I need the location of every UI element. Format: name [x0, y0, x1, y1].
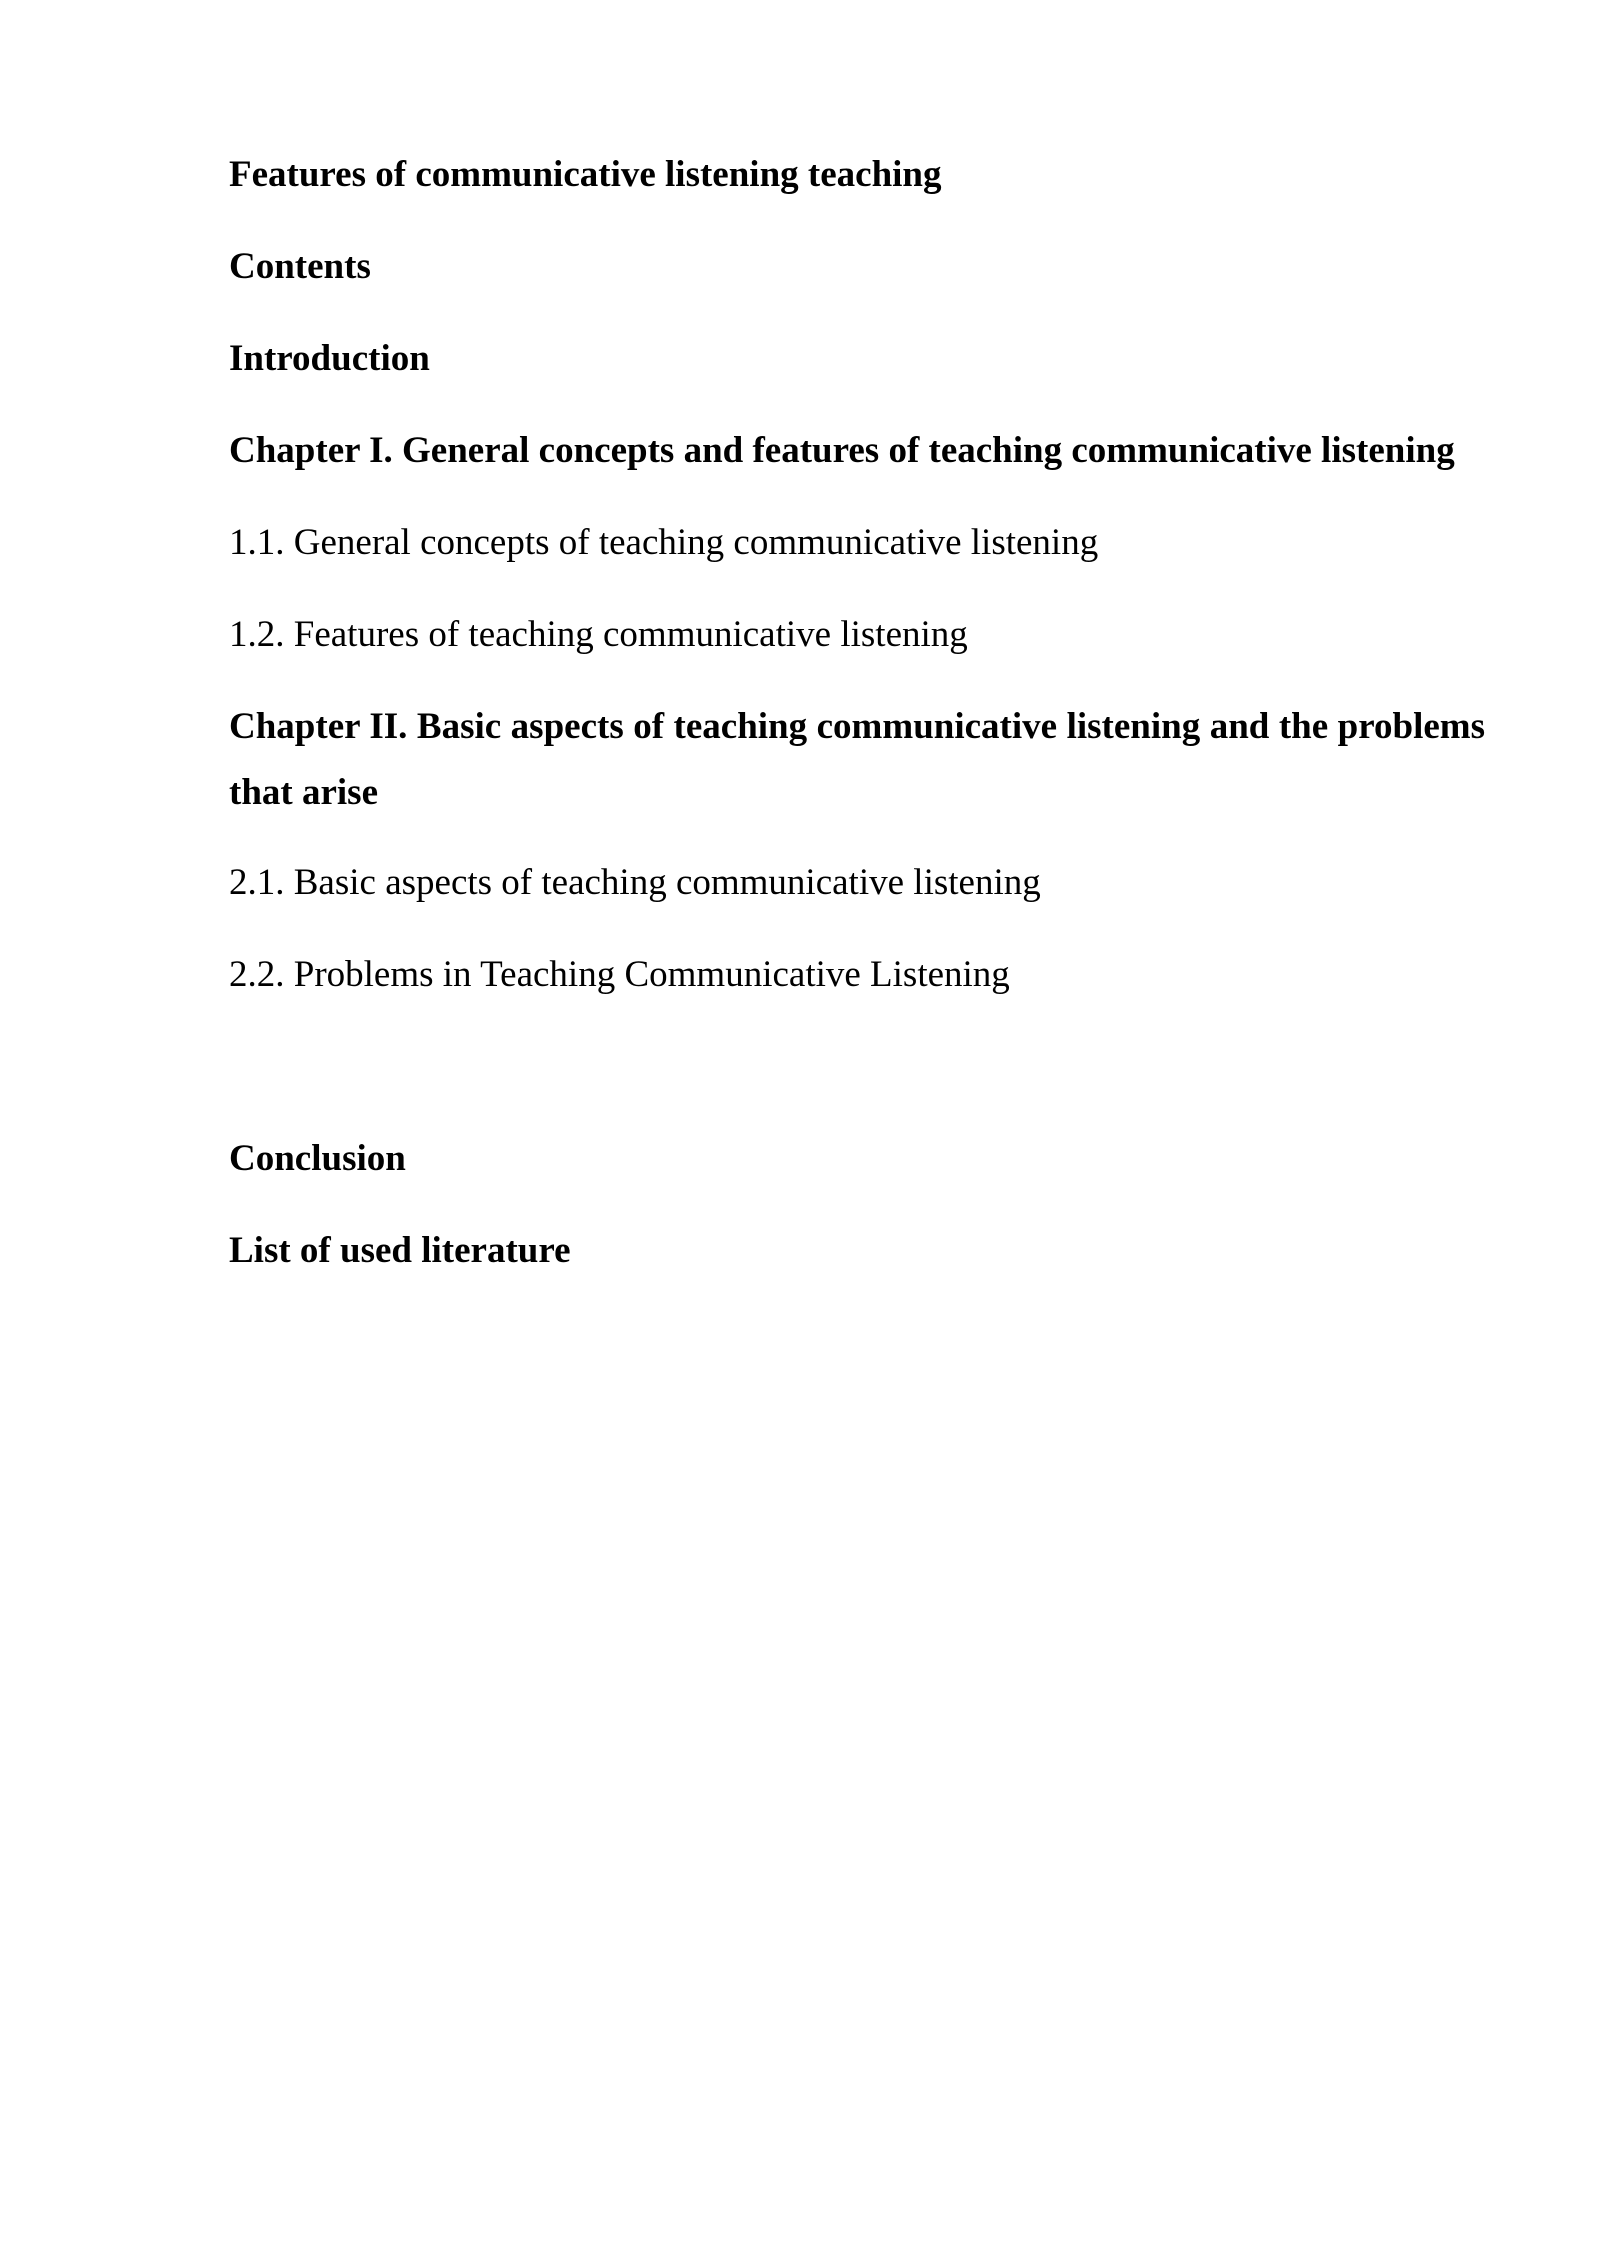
toc-entry-2-1: 2.1. Basic aspects of teaching communicative listening	[229, 862, 1041, 903]
toc-entry-literature: List of used literature	[229, 1230, 571, 1271]
toc-entry-1-2: 1.2. Features of teaching communicative listening	[229, 614, 968, 655]
toc-entry-chapter-2: Chapter II. Basic aspects of teaching communicative listening and the problems that arise	[229, 706, 1485, 813]
contents-heading: Contents	[229, 246, 371, 287]
toc-entry-conclusion: Conclusion	[229, 1138, 406, 1179]
toc-entry-chapter-1: Chapter I. General concepts and features of teaching communicative listening	[229, 430, 1455, 471]
toc-entry-2-2: 2.2. Problems in Teaching Communicative Listening	[229, 954, 1010, 995]
document-title: Features of communicative listening teaching	[229, 154, 942, 195]
toc-entry-1-1: 1.1. General concepts of teaching communicative listening	[229, 522, 1099, 563]
toc-entry-introduction: Introduction	[229, 338, 430, 379]
